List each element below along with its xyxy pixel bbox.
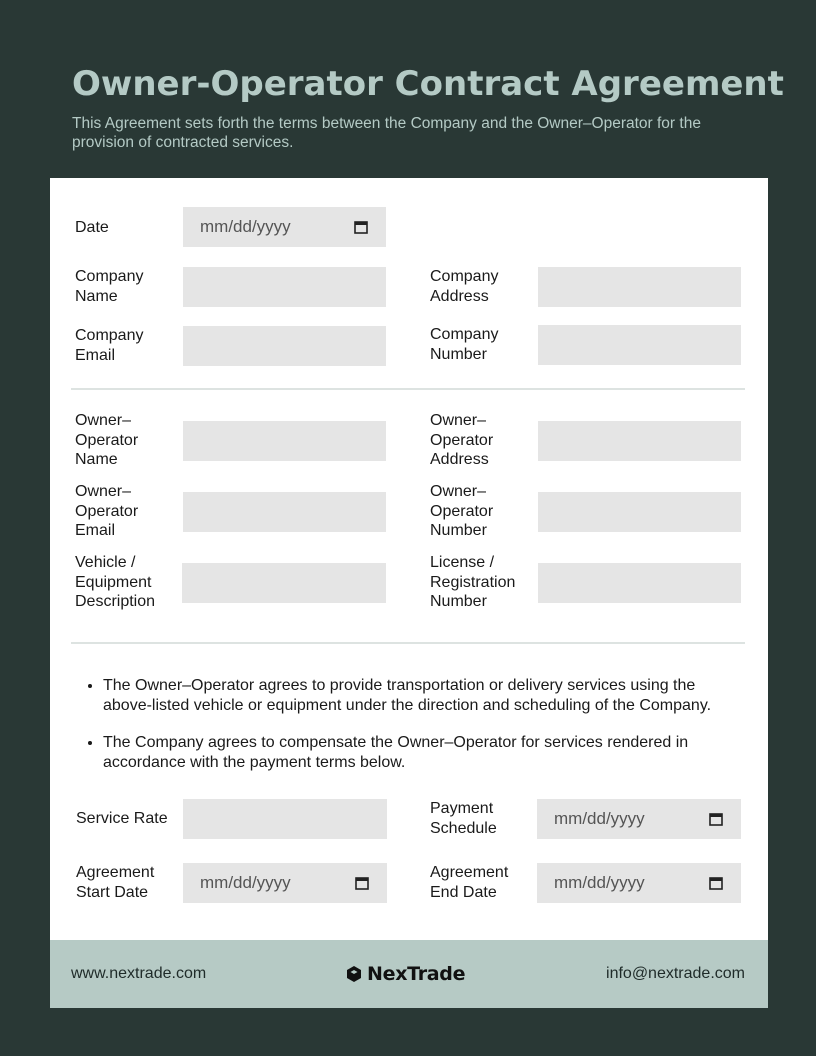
service-rate-label: Service Rate bbox=[76, 810, 168, 827]
start-date-label: Agreement Start Date bbox=[76, 864, 155, 901]
company-number-field[interactable] bbox=[538, 325, 741, 365]
date-placeholder: mm/dd/yyyy bbox=[200, 217, 291, 236]
oo-email-field[interactable] bbox=[183, 492, 386, 532]
calendar-icon[interactable] bbox=[354, 220, 368, 234]
company-email-label: Company Email bbox=[75, 327, 144, 364]
license-label: License / Registration Number bbox=[430, 554, 516, 610]
email-link[interactable]: info@nextrade.com bbox=[606, 965, 745, 982]
payment-schedule-placeholder: mm/dd/yyyy bbox=[554, 809, 645, 828]
section-divider bbox=[71, 388, 745, 390]
calendar-icon[interactable] bbox=[355, 876, 369, 890]
license-field[interactable] bbox=[538, 563, 741, 603]
form-card bbox=[50, 178, 768, 940]
list-item: • The Owner–Operator agrees to provide transportation or delivery services using the above-listed vehicle or equipment under the direction and scheduling of the Company. bbox=[103, 676, 743, 715]
company-name-field[interactable] bbox=[183, 267, 386, 307]
list-item: • The Company agrees to compensate the Owner–Operator for services rendered in accordance with the payment terms below. bbox=[103, 733, 743, 772]
company-email-field[interactable] bbox=[183, 326, 386, 366]
section-divider bbox=[71, 642, 745, 644]
service-rate-field[interactable] bbox=[183, 799, 387, 839]
payment-schedule-label: Payment Schedule bbox=[430, 800, 497, 837]
end-date-placeholder: mm/dd/yyyy bbox=[554, 873, 645, 892]
date-label: Date bbox=[75, 219, 109, 236]
calendar-icon[interactable] bbox=[709, 812, 723, 826]
oo-number-field[interactable] bbox=[538, 492, 741, 532]
brand-logo bbox=[346, 962, 465, 986]
payment-schedule-input[interactable] bbox=[537, 799, 741, 839]
vehicle-field[interactable] bbox=[182, 563, 386, 603]
oo-address-label: Owner–Operator Address bbox=[430, 412, 494, 468]
oo-name-field[interactable] bbox=[183, 421, 386, 461]
page-header bbox=[72, 62, 784, 152]
page-title: Owner-Operator Contract Agreement bbox=[72, 64, 784, 104]
oo-email-label: Owner–Operator Email bbox=[75, 483, 139, 539]
page-subtitle: This Agreement sets forth the terms between the Company and the Owner–Operator for the provision of contracted services. bbox=[72, 115, 701, 151]
company-address-label: Company Address bbox=[430, 268, 499, 305]
company-number-label: Company Number bbox=[430, 326, 499, 363]
vehicle-label: Vehicle / Equipment Description bbox=[75, 554, 156, 610]
nextrade-logo-icon bbox=[346, 965, 362, 983]
terms-list bbox=[85, 676, 743, 790]
oo-number-label: Owner–Operator Number bbox=[430, 483, 494, 539]
end-date-input[interactable] bbox=[537, 863, 741, 903]
company-name-label: Company Name bbox=[75, 268, 144, 305]
start-date-placeholder: mm/dd/yyyy bbox=[200, 873, 291, 892]
end-date-label: Agreement End Date bbox=[430, 864, 509, 901]
calendar-icon[interactable] bbox=[709, 876, 723, 890]
start-date-input[interactable] bbox=[183, 863, 387, 903]
website-link[interactable]: www.nextrade.com bbox=[71, 965, 207, 982]
date-input[interactable] bbox=[183, 207, 386, 247]
oo-address-field[interactable] bbox=[538, 421, 741, 461]
oo-name-label: Owner–Operator Name bbox=[75, 412, 139, 468]
page-footer bbox=[50, 940, 768, 1008]
brand-name: NexTrade bbox=[367, 963, 466, 985]
company-address-field[interactable] bbox=[538, 267, 741, 307]
